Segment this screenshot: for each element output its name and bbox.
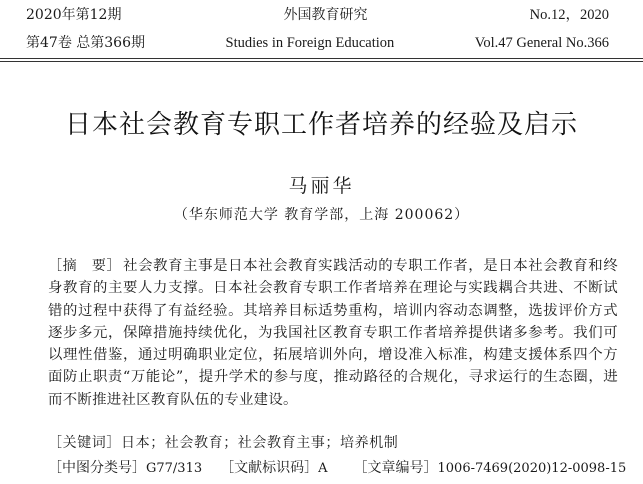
abstract-block (48, 255, 618, 411)
author-name: 马丽华 (288, 175, 355, 197)
keywords-line (48, 432, 398, 452)
doc-code-label: ［文献标识码］ (220, 460, 319, 476)
header-rule-bottom (0, 61, 643, 62)
volume-number-en: Vol.47 General No.366 (474, 35, 609, 51)
journal-name: 外国教育研究 (283, 7, 368, 23)
article-title: 日本社会教育专职工作者培养的经验及启示 (64, 110, 578, 140)
author-affiliation: （华东师范大学 教育学部，上海 200062） (173, 207, 470, 223)
issue-label: 2020年第12期 (26, 7, 122, 23)
journal-header-top (26, 6, 609, 24)
issue-number-en: No.12，2020 (529, 7, 609, 23)
clc-label: ［中图分类号］ (48, 460, 146, 476)
article-number-label: ［文章编号］ (353, 460, 438, 476)
doc-code-value: A (318, 461, 328, 476)
classification-line (48, 457, 626, 477)
journal-name-en: Studies in Foreign Education (225, 35, 395, 51)
article-number-value: 1006-7469(2020)12-0098-15 (437, 461, 627, 476)
abstract-label: ［摘 要］ (48, 258, 122, 274)
header-rule-top (0, 58, 643, 59)
keywords-text: 日本；社会教育；社会教育主事；培养机制 (121, 435, 399, 451)
volume-label: 第47卷 总第366期 (26, 35, 145, 51)
abstract-text: 社会教育主事是日本社会教育实践活动的专职工作者，是日本社会教育和终身教育的主要人力支撑。日本社会教育专职工作者培养在理论与实践耦合共进、不断试错的过程中获得了有益经验。其培养目标适势重构，培训内容动态调整，选拔评价方式逐步多元，保障措施持续优化，为我国社区教育专职工作者培养提供诸多参考。我们可以理性借鉴，通过明确职业定位，拓展培训外向，增设准入标准，构建支援体系四个方面防止职责“万能论”，提升学术的参与度，推动路径的合规化，寻求运行的生态圈，进而不断推进社区教育队伍的专业建设。 (48, 258, 619, 408)
journal-header-bottom (26, 34, 609, 52)
keywords-label: ［关键词］ (48, 435, 121, 451)
clc-value: G77/313 (146, 461, 203, 476)
